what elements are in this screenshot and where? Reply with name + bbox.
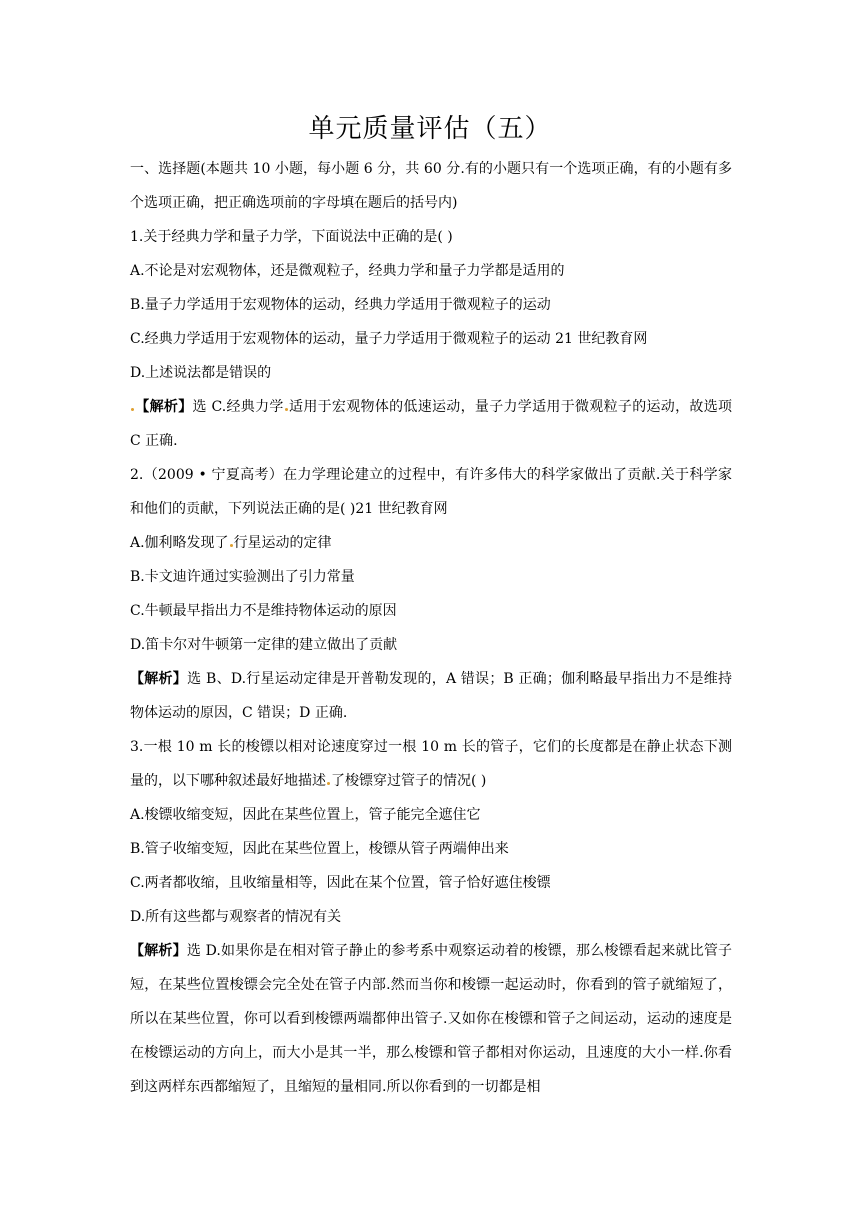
analysis-text: 选 B、D.行星运动定律是开普勒发现的，A 错误；B 正确；伽利略最早指出力不是维持物体运动的原因，C 错误；D 正确.	[130, 671, 733, 721]
question-1-option-a: A.不论是对宏观物体，还是微观粒子，经典力学和量子力学都是适用的	[130, 263, 565, 279]
question-2-option-b: B.卡文迪许通过实验测出了引力常量	[130, 569, 355, 585]
option-a-text-2: 行星运动的定律	[233, 535, 332, 551]
question-2-option-a	[130, 526, 732, 560]
question-2-option-d: D.笛卡尔对牛顿第一定律的建立做出了贡献	[130, 637, 398, 653]
analysis-text-2: 适用于宏观物体的低速运动，量子力学适用于微观粒子的运动，故选项 C 正确.	[130, 399, 732, 449]
stem-text-1: 3.一根 10 m 长的梭镖以相对论速度穿过一根 10 m 长的管子，它们的长度都是在静止状态下测量的，以下哪种叙述最好地描述	[130, 739, 732, 789]
analysis-text: 选 D.如果你是在相对管子静止的参考系中观察运动着的梭镖，那么梭镖看起来就比管子短，在某些位置梭镖会完全处在管子内部.然而当你和梭镖一起运动时，你看到的管子就缩短了，所以在某些位置，你可以看到梭镖两端都伸出管子.又如你在梭镖和管子之间运动，运动的速度是在梭镖运动的方向上，而大小是其一半，那么梭镖和管子都相对你运动，且速度的大小一样.你看到这两样东西都缩短了，且缩短的量相同.所以你看到的一切都是相	[130, 943, 733, 1095]
marker-dot	[327, 782, 330, 785]
question-3-option-c: C.两者都收缩，且收缩量相等，因此在某个位置，管子恰好遮住梭镖	[130, 875, 551, 891]
question-1-option-c: C.经典力学适用于宏观物体的运动，量子力学适用于微观粒子的运动 21 世纪教育网	[130, 331, 648, 347]
analysis-label: 【解析】	[130, 671, 188, 687]
marker-dot	[131, 408, 134, 411]
question-2-stem: 2.（2009 • 宁夏高考）在力学理论建立的过程中，有许多伟大的科学家做出了贡献.关于科学家和他们的贡献，下列说法正确的是( )21 世纪教育网	[130, 467, 732, 517]
question-3-option-d: D.所有这些都与观察者的情况有关	[130, 909, 342, 925]
analysis-label: 【解析】	[135, 399, 193, 415]
question-1-analysis	[130, 390, 732, 458]
question-2-option-c: C.牛顿最早指出力不是维持物体运动的原因	[130, 603, 397, 619]
question-3-option-a: A.梭镖收缩变短，因此在某些位置上，管子能完全遮住它	[130, 807, 481, 823]
page-title: 单元质量评估（五）	[308, 114, 552, 144]
analysis-label: 【解析】	[130, 943, 187, 959]
question-1-option-b: B.量子力学适用于宏观物体的运动，经典力学适用于微观粒子的运动	[130, 297, 551, 313]
question-2-analysis	[130, 662, 732, 730]
stem-text-2: 了梭镖穿过管子的情况( )	[331, 773, 487, 789]
marker-dot	[285, 408, 288, 411]
question-3-stem	[130, 730, 732, 798]
question-3-analysis	[130, 934, 732, 1104]
analysis-text-1: 选 C.经典力学	[192, 399, 284, 415]
section-heading: 一、选择题(本题共 10 小题，每小题 6 分，共 60 分.有的小题只有一个选项正确，有的小题有多个选项正确，把正确选项前的字母填在题后的括号内)	[130, 161, 732, 211]
marker-dot	[230, 544, 233, 547]
question-1-option-d: D.上述说法都是错误的	[130, 365, 272, 381]
document-body	[130, 152, 732, 1104]
question-3-option-b: B.管子收缩变短，因此在某些位置上，梭镖从管子两端伸出来	[130, 841, 509, 857]
option-a-text-1: A.伽利略发现了	[130, 535, 229, 551]
question-1-stem: 1.关于经典力学和量子力学，下面说法中正确的是( )	[130, 229, 453, 245]
